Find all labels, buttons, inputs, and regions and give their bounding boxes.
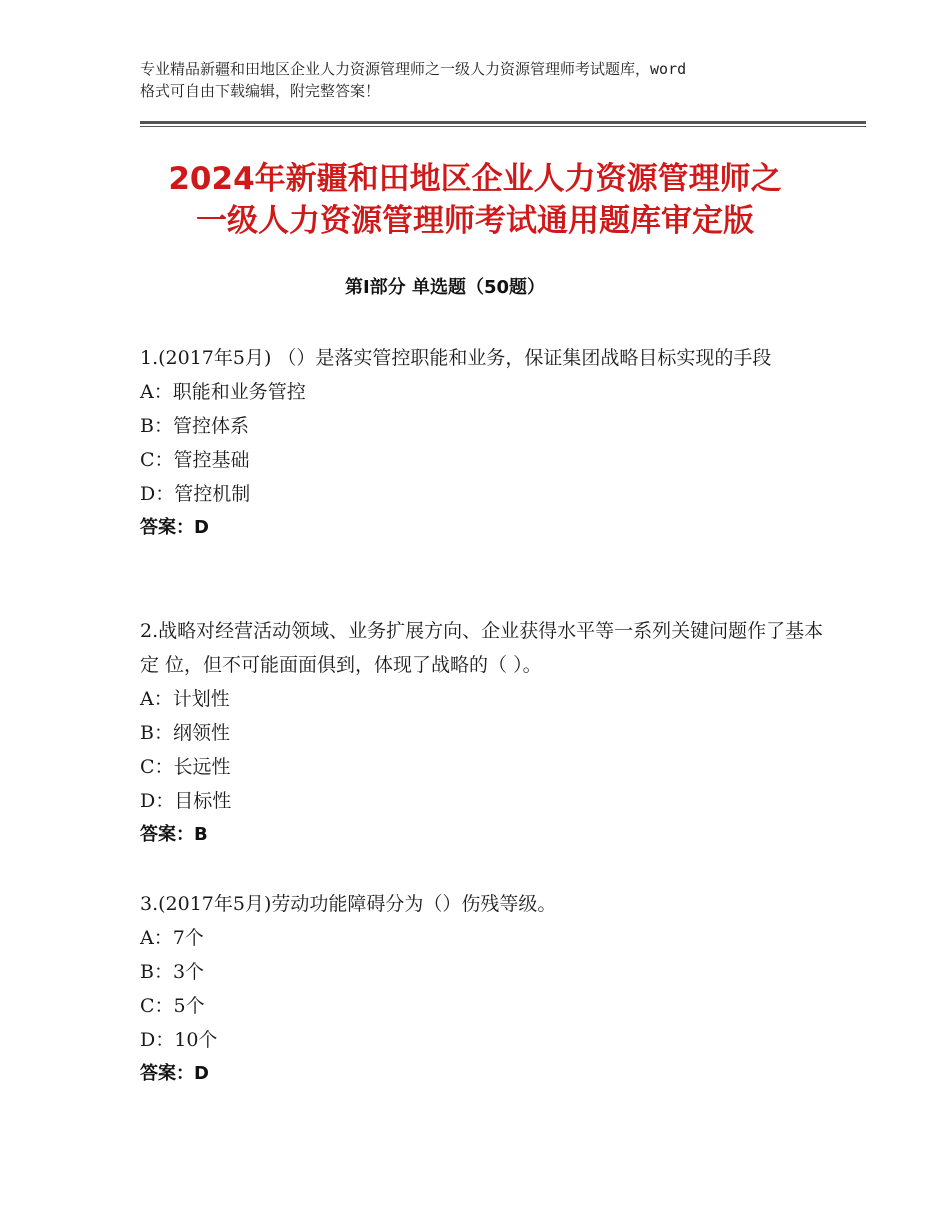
header-note-line-1: 专业精品新疆和田地区企业人力资源管理师之一级人力资源管理师考试题库，word: [140, 60, 687, 78]
header-divider-thick: [140, 121, 866, 124]
section-title: 第Ⅰ部分 单选题（50题）: [344, 277, 545, 298]
option-a: A：计划性: [140, 688, 230, 710]
question-stem: 3.(2017年5月)劳动功能障碍分为（）伤残等级。: [140, 893, 557, 915]
option-b: B：管控体系: [140, 415, 249, 437]
question-1: [140, 341, 830, 545]
option-d: D：目标性: [140, 790, 232, 812]
option-b: B：纲领性: [140, 722, 230, 744]
question-stem: 2.战略对经营活动领域、业务扩展方向、企业获得水平等一系列关键问题作了基本定 位，但不可能面面俱到，体现了战略的（ ）。: [140, 620, 824, 676]
header-divider-thin: [140, 126, 866, 127]
question-2: [140, 614, 830, 852]
answer-label: 答案：D: [140, 1063, 209, 1084]
question-3: [140, 887, 830, 1091]
option-d: D：10个: [140, 1029, 218, 1051]
option-a: A：7个: [140, 927, 204, 949]
option-c: C：长远性: [140, 756, 231, 778]
document-title: [100, 158, 850, 242]
option-c: C：管控基础: [140, 449, 250, 471]
option-b: B：3个: [140, 961, 205, 983]
document-title-line-2: 一级人力资源管理师考试通用题库审定版: [196, 203, 754, 239]
header-note-line-2: 格式可自由下载编辑，附完整答案！: [140, 82, 381, 100]
option-c: C：5个: [140, 995, 205, 1017]
question-stem: 1.(2017年5月) （）是落实管控职能和业务，保证集团战略目标实现的手段: [140, 347, 772, 369]
answer-label: 答案：B: [140, 824, 208, 845]
option-a: A：职能和业务管控: [140, 381, 306, 403]
answer-label: 答案：D: [140, 517, 209, 538]
header-note: [140, 58, 830, 102]
document-title-line-1: 2024年新疆和田地区企业人力资源管理师之: [168, 161, 782, 197]
option-d: D：管控机制: [140, 483, 251, 505]
